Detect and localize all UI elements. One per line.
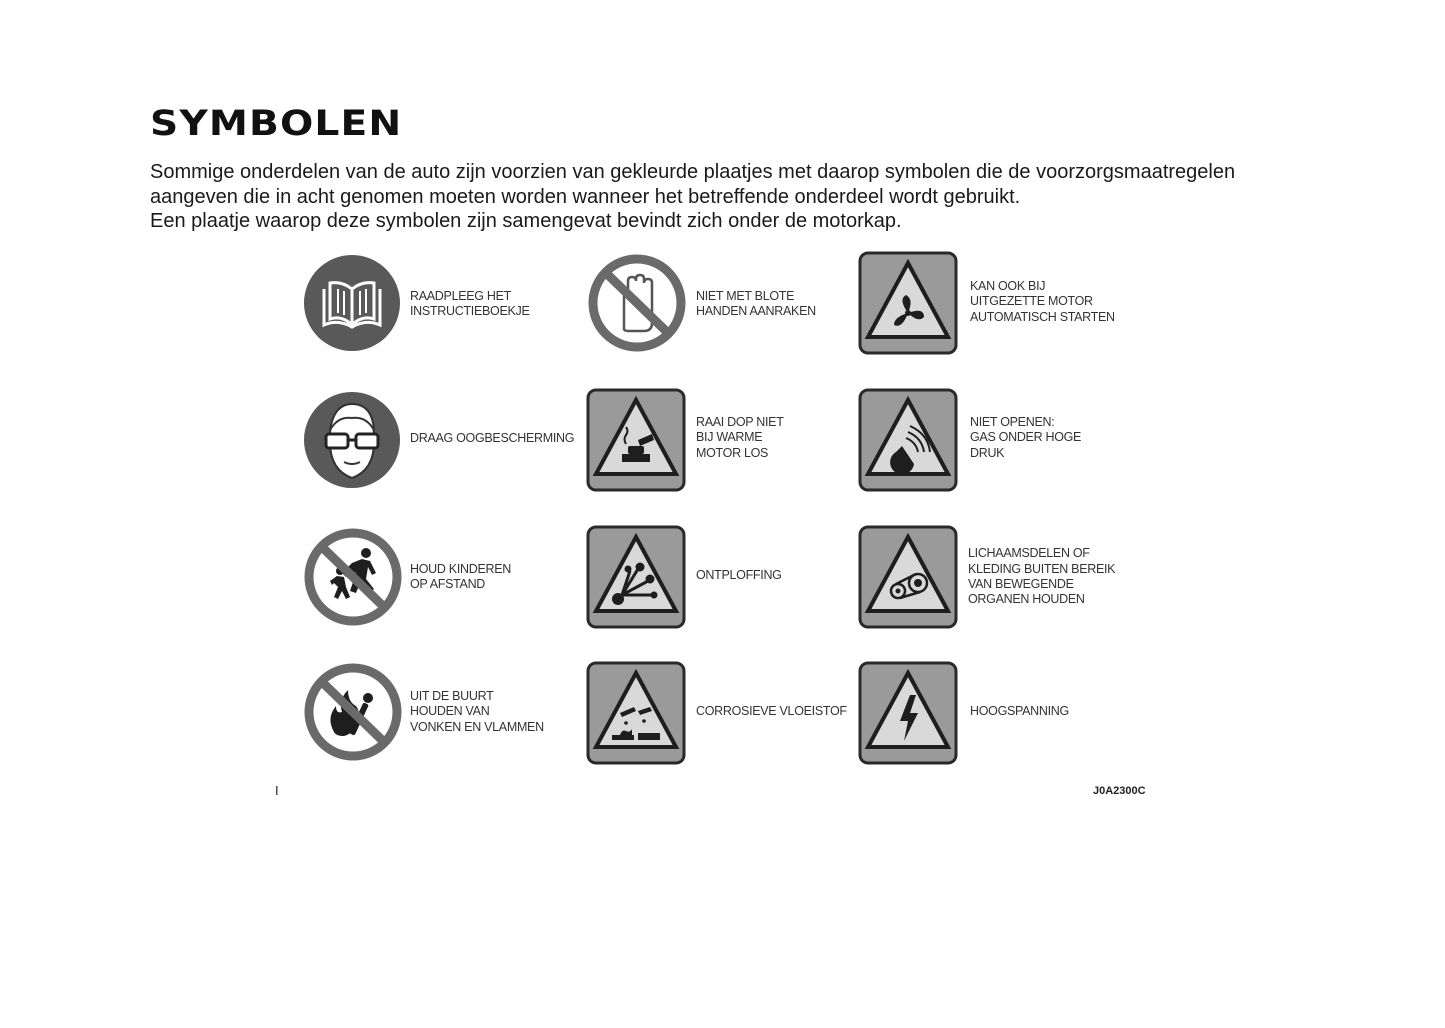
hot-cap-warning-icon [586, 388, 686, 492]
symbol-label-hot-cap-warning: RAAI DOP NIET BIJ WARME MOTOR LOS [696, 415, 784, 460]
page-title: SYMBOLEN [150, 104, 403, 144]
figure-code: J0A2300C [1093, 785, 1146, 797]
explosion-warning-icon [586, 525, 686, 629]
high-voltage-warning-icon [858, 661, 958, 765]
no-children-icon [304, 527, 404, 627]
intro-paragraph: Een plaatje waarop deze symbolen zijn samengevat bevindt zich onder de motorkap. [150, 210, 902, 232]
fan-warning-icon [858, 251, 958, 355]
symbol-label-explosion-warning: ONTPLOFFING [696, 568, 782, 583]
symbol-label-no-flames: UIT DE BUURT HOUDEN VAN VONKEN EN VLAMMEN [410, 689, 544, 734]
no-bare-hands-icon [588, 253, 688, 353]
gas-pressure-warning-icon [858, 388, 958, 492]
margin-mark: I [275, 783, 279, 798]
corrosive-warning-icon [586, 661, 686, 765]
no-flames-icon [304, 662, 404, 762]
intro-paragraph: Sommige onderdelen van de auto zijn voorzien van gekleurde plaatjes met daarop symbolen die de voorzorgsmaatregelen aangeven die in acht genomen moeten worden wanneer het betreffende onderdeel wordt gebruikt. [150, 161, 1236, 208]
symbol-label-corrosive-warning: CORROSIEVE VLOEISTOF [696, 704, 847, 719]
symbols-figure [300, 250, 1160, 770]
eye-protection-icon [304, 390, 402, 490]
symbol-label-no-children: HOUD KINDEREN OP AFSTAND [410, 561, 511, 591]
book-icon [304, 253, 402, 355]
symbol-label-eye-protection: DRAAG OOGBESCHERMING [410, 431, 575, 446]
symbol-label-high-voltage-warning: HOOGSPANNING [970, 704, 1069, 719]
intro-text [150, 160, 1270, 234]
moving-parts-warning-icon [858, 525, 958, 629]
symbol-label-moving-parts-warning: LICHAAMSDELEN OF KLEDING BUITEN BEREIK VAN BEWEGENDE ORGANEN HOUDEN [968, 546, 1116, 607]
symbol-label-fan-warning: KAN OOK BIJ UITGEZETTE MOTOR AUTOMATISCH STARTEN [970, 279, 1115, 324]
symbol-label-gas-pressure-warning: NIET OPENEN: GAS ONDER HOGE DRUK [970, 415, 1082, 460]
symbol-label-no-bare-hands: NIET MET BLOTE HANDEN AANRAKEN [696, 288, 816, 318]
symbol-label-book: RAADPLEEG HET INSTRUCTIEBOEKJE [410, 288, 530, 318]
